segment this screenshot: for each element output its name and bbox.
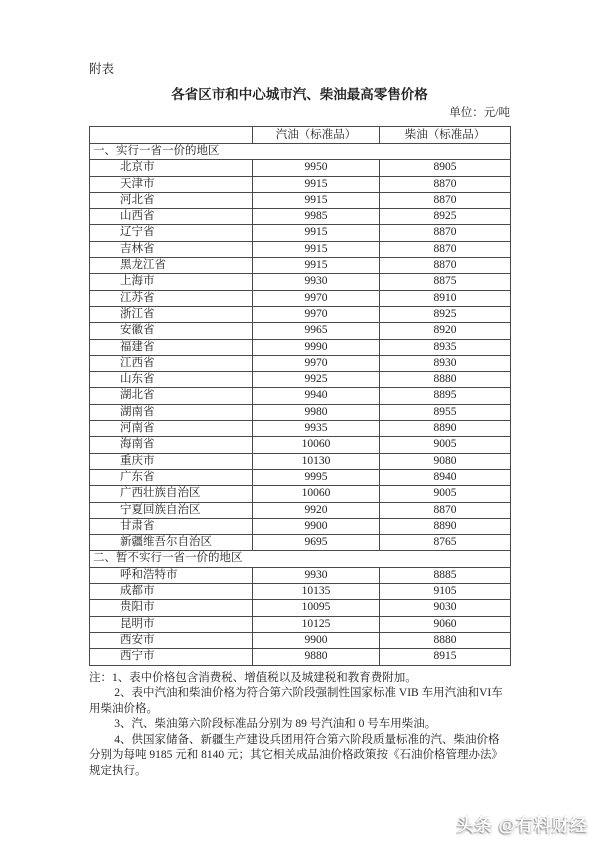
diesel-price-cell: 9060 bbox=[380, 616, 511, 632]
region-cell: 甘肃省 bbox=[90, 518, 253, 534]
section-heading-row bbox=[90, 144, 511, 160]
region-cell: 河南省 bbox=[90, 421, 253, 437]
table-row bbox=[90, 323, 511, 339]
region-cell: 北京市 bbox=[90, 160, 253, 176]
table-row bbox=[90, 567, 511, 583]
col-header-diesel: 柴油（标准品） bbox=[380, 127, 511, 144]
gasoline-price-cell: 9970 bbox=[253, 355, 380, 371]
table-row bbox=[90, 649, 511, 665]
table-row bbox=[90, 258, 511, 274]
table-row bbox=[90, 241, 511, 257]
gasoline-price-cell: 9930 bbox=[253, 274, 380, 290]
diesel-price-cell: 9030 bbox=[380, 600, 511, 616]
diesel-price-cell: 8880 bbox=[380, 632, 511, 648]
diesel-price-cell: 9080 bbox=[380, 453, 511, 469]
region-cell: 重庆市 bbox=[90, 453, 253, 469]
gasoline-price-cell: 9950 bbox=[253, 160, 380, 176]
notes-block bbox=[89, 671, 510, 780]
diesel-price-cell: 8870 bbox=[380, 241, 511, 257]
diesel-price-cell: 8870 bbox=[380, 258, 511, 274]
region-cell: 西宁市 bbox=[90, 649, 253, 665]
table-row bbox=[90, 306, 511, 322]
diesel-price-cell: 8905 bbox=[380, 160, 511, 176]
gasoline-price-cell: 9965 bbox=[253, 323, 380, 339]
table-row bbox=[90, 616, 511, 632]
diesel-price-cell: 8875 bbox=[380, 274, 511, 290]
watermark: 头条 @有料财经 bbox=[456, 816, 588, 835]
region-cell: 昆明市 bbox=[90, 616, 253, 632]
gasoline-price-cell: 9995 bbox=[253, 469, 380, 485]
gasoline-price-cell: 9915 bbox=[253, 258, 380, 274]
region-cell: 吉林省 bbox=[90, 241, 253, 257]
table-row bbox=[90, 421, 511, 437]
region-cell: 湖南省 bbox=[90, 404, 253, 420]
note-line: 2、表中汽油和柴油价格为符合第六阶段强制性国家标准 VIB 车用汽油和VI车用柴油价格。 bbox=[89, 687, 503, 715]
gasoline-price-cell: 10135 bbox=[253, 584, 380, 600]
gasoline-price-cell: 9935 bbox=[253, 421, 380, 437]
table-row bbox=[90, 632, 511, 648]
diesel-price-cell: 8870 bbox=[380, 176, 511, 192]
table-row bbox=[90, 176, 511, 192]
diesel-price-cell: 8910 bbox=[380, 290, 511, 306]
gasoline-price-cell: 9900 bbox=[253, 632, 380, 648]
table-row bbox=[90, 192, 511, 208]
gasoline-price-cell: 9915 bbox=[253, 225, 380, 241]
col-header-region bbox=[90, 127, 253, 144]
gasoline-price-cell: 9980 bbox=[253, 404, 380, 420]
diesel-price-cell: 8890 bbox=[380, 518, 511, 534]
table-row bbox=[90, 518, 511, 534]
region-cell: 浙江省 bbox=[90, 306, 253, 322]
region-cell: 天津市 bbox=[90, 176, 253, 192]
note-line: 3、汽、柴油第六阶段标准品分别为 89 号汽油和 0 号车用柴油。 bbox=[114, 718, 437, 731]
region-cell: 新疆维吾尔自治区 bbox=[90, 535, 253, 551]
region-cell: 贵阳市 bbox=[90, 600, 253, 616]
gasoline-price-cell: 9915 bbox=[253, 241, 380, 257]
region-cell: 西安市 bbox=[90, 632, 253, 648]
section-heading: 二、暂不实行一省一价的地区 bbox=[90, 551, 511, 567]
diesel-price-cell: 8935 bbox=[380, 339, 511, 355]
diesel-price-cell: 9105 bbox=[380, 584, 511, 600]
diesel-price-cell: 8915 bbox=[380, 649, 511, 665]
gasoline-price-cell: 10060 bbox=[253, 486, 380, 502]
gasoline-price-cell: 9925 bbox=[253, 372, 380, 388]
region-cell: 江西省 bbox=[90, 355, 253, 371]
region-cell: 广西壮族自治区 bbox=[90, 486, 253, 502]
region-cell: 河北省 bbox=[90, 192, 253, 208]
table-row bbox=[90, 209, 511, 225]
diesel-price-cell: 8925 bbox=[380, 306, 511, 322]
region-cell: 福建省 bbox=[90, 339, 253, 355]
gasoline-price-cell: 9985 bbox=[253, 209, 380, 225]
region-cell: 湖北省 bbox=[90, 388, 253, 404]
section-heading: 一、实行一省一价的地区 bbox=[90, 144, 511, 160]
fuel-price-table bbox=[89, 126, 511, 666]
table-row bbox=[90, 388, 511, 404]
diesel-price-cell: 8930 bbox=[380, 355, 511, 371]
diesel-price-cell: 8925 bbox=[380, 209, 511, 225]
region-cell: 海南省 bbox=[90, 437, 253, 453]
diesel-price-cell: 9005 bbox=[380, 486, 511, 502]
gasoline-price-cell: 9900 bbox=[253, 518, 380, 534]
diesel-price-cell: 8870 bbox=[380, 502, 511, 518]
appendix-label: 附表 bbox=[89, 62, 115, 76]
diesel-price-cell: 8920 bbox=[380, 323, 511, 339]
gasoline-price-cell: 10130 bbox=[253, 453, 380, 469]
table-row bbox=[90, 437, 511, 453]
gasoline-price-cell: 9930 bbox=[253, 567, 380, 583]
diesel-price-cell: 8880 bbox=[380, 372, 511, 388]
table-row bbox=[90, 486, 511, 502]
region-cell: 上海市 bbox=[90, 274, 253, 290]
note-line: 注：1、表中价格包含消费税、增值税以及城建税和教育费附加。 bbox=[89, 671, 417, 684]
table-row bbox=[90, 469, 511, 485]
region-cell: 成都市 bbox=[90, 584, 253, 600]
note-line: 4、供国家储备、新疆生产建设兵团用符合第六阶段质量标准的汽、柴油价格分别为每吨 9185 元和 8140 元；其它相关成品油价格政策按《石油价格管理办法》规定执行。 bbox=[89, 733, 503, 778]
region-cell: 黑龙江省 bbox=[90, 258, 253, 274]
col-header-gasoline: 汽油（标准品） bbox=[253, 127, 380, 144]
gasoline-price-cell: 9915 bbox=[253, 192, 380, 208]
region-cell: 广东省 bbox=[90, 469, 253, 485]
gasoline-price-cell: 9990 bbox=[253, 339, 380, 355]
table-row bbox=[90, 453, 511, 469]
table-header-row bbox=[90, 127, 511, 144]
table-row bbox=[90, 372, 511, 388]
table-row bbox=[90, 535, 511, 551]
diesel-price-cell: 8870 bbox=[380, 192, 511, 208]
region-cell: 宁夏回族自治区 bbox=[90, 502, 253, 518]
gasoline-price-cell: 9695 bbox=[253, 535, 380, 551]
gasoline-price-cell: 10125 bbox=[253, 616, 380, 632]
unit-label: 单位：元/吨 bbox=[449, 107, 510, 119]
diesel-price-cell: 8870 bbox=[380, 225, 511, 241]
diesel-price-cell: 8765 bbox=[380, 535, 511, 551]
document-content bbox=[89, 61, 510, 780]
table-row bbox=[90, 225, 511, 241]
section-heading-row bbox=[90, 551, 511, 567]
table-row bbox=[90, 339, 511, 355]
diesel-price-cell: 8895 bbox=[380, 388, 511, 404]
table-row bbox=[90, 584, 511, 600]
gasoline-price-cell: 10060 bbox=[253, 437, 380, 453]
table-row bbox=[90, 502, 511, 518]
region-cell: 呼和浩特市 bbox=[90, 567, 253, 583]
diesel-price-cell: 8890 bbox=[380, 421, 511, 437]
region-cell: 山东省 bbox=[90, 372, 253, 388]
region-cell: 山西省 bbox=[90, 209, 253, 225]
table-row bbox=[90, 160, 511, 176]
page-title: 各省区市和中心城市汽、柴油最高零售价格 bbox=[171, 87, 428, 102]
gasoline-price-cell: 9920 bbox=[253, 502, 380, 518]
gasoline-price-cell: 9880 bbox=[253, 649, 380, 665]
table-row bbox=[90, 404, 511, 420]
diesel-price-cell: 8940 bbox=[380, 469, 511, 485]
gasoline-price-cell: 9970 bbox=[253, 306, 380, 322]
table-row bbox=[90, 355, 511, 371]
region-cell: 江苏省 bbox=[90, 290, 253, 306]
table-row bbox=[90, 600, 511, 616]
gasoline-price-cell: 9940 bbox=[253, 388, 380, 404]
diesel-price-cell: 9005 bbox=[380, 437, 511, 453]
region-cell: 安徽省 bbox=[90, 323, 253, 339]
gasoline-price-cell: 10095 bbox=[253, 600, 380, 616]
region-cell: 辽宁省 bbox=[90, 225, 253, 241]
diesel-price-cell: 8885 bbox=[380, 567, 511, 583]
table-row bbox=[90, 274, 511, 290]
table-row bbox=[90, 290, 511, 306]
diesel-price-cell: 8955 bbox=[380, 404, 511, 420]
gasoline-price-cell: 9915 bbox=[253, 176, 380, 192]
gasoline-price-cell: 9970 bbox=[253, 290, 380, 306]
